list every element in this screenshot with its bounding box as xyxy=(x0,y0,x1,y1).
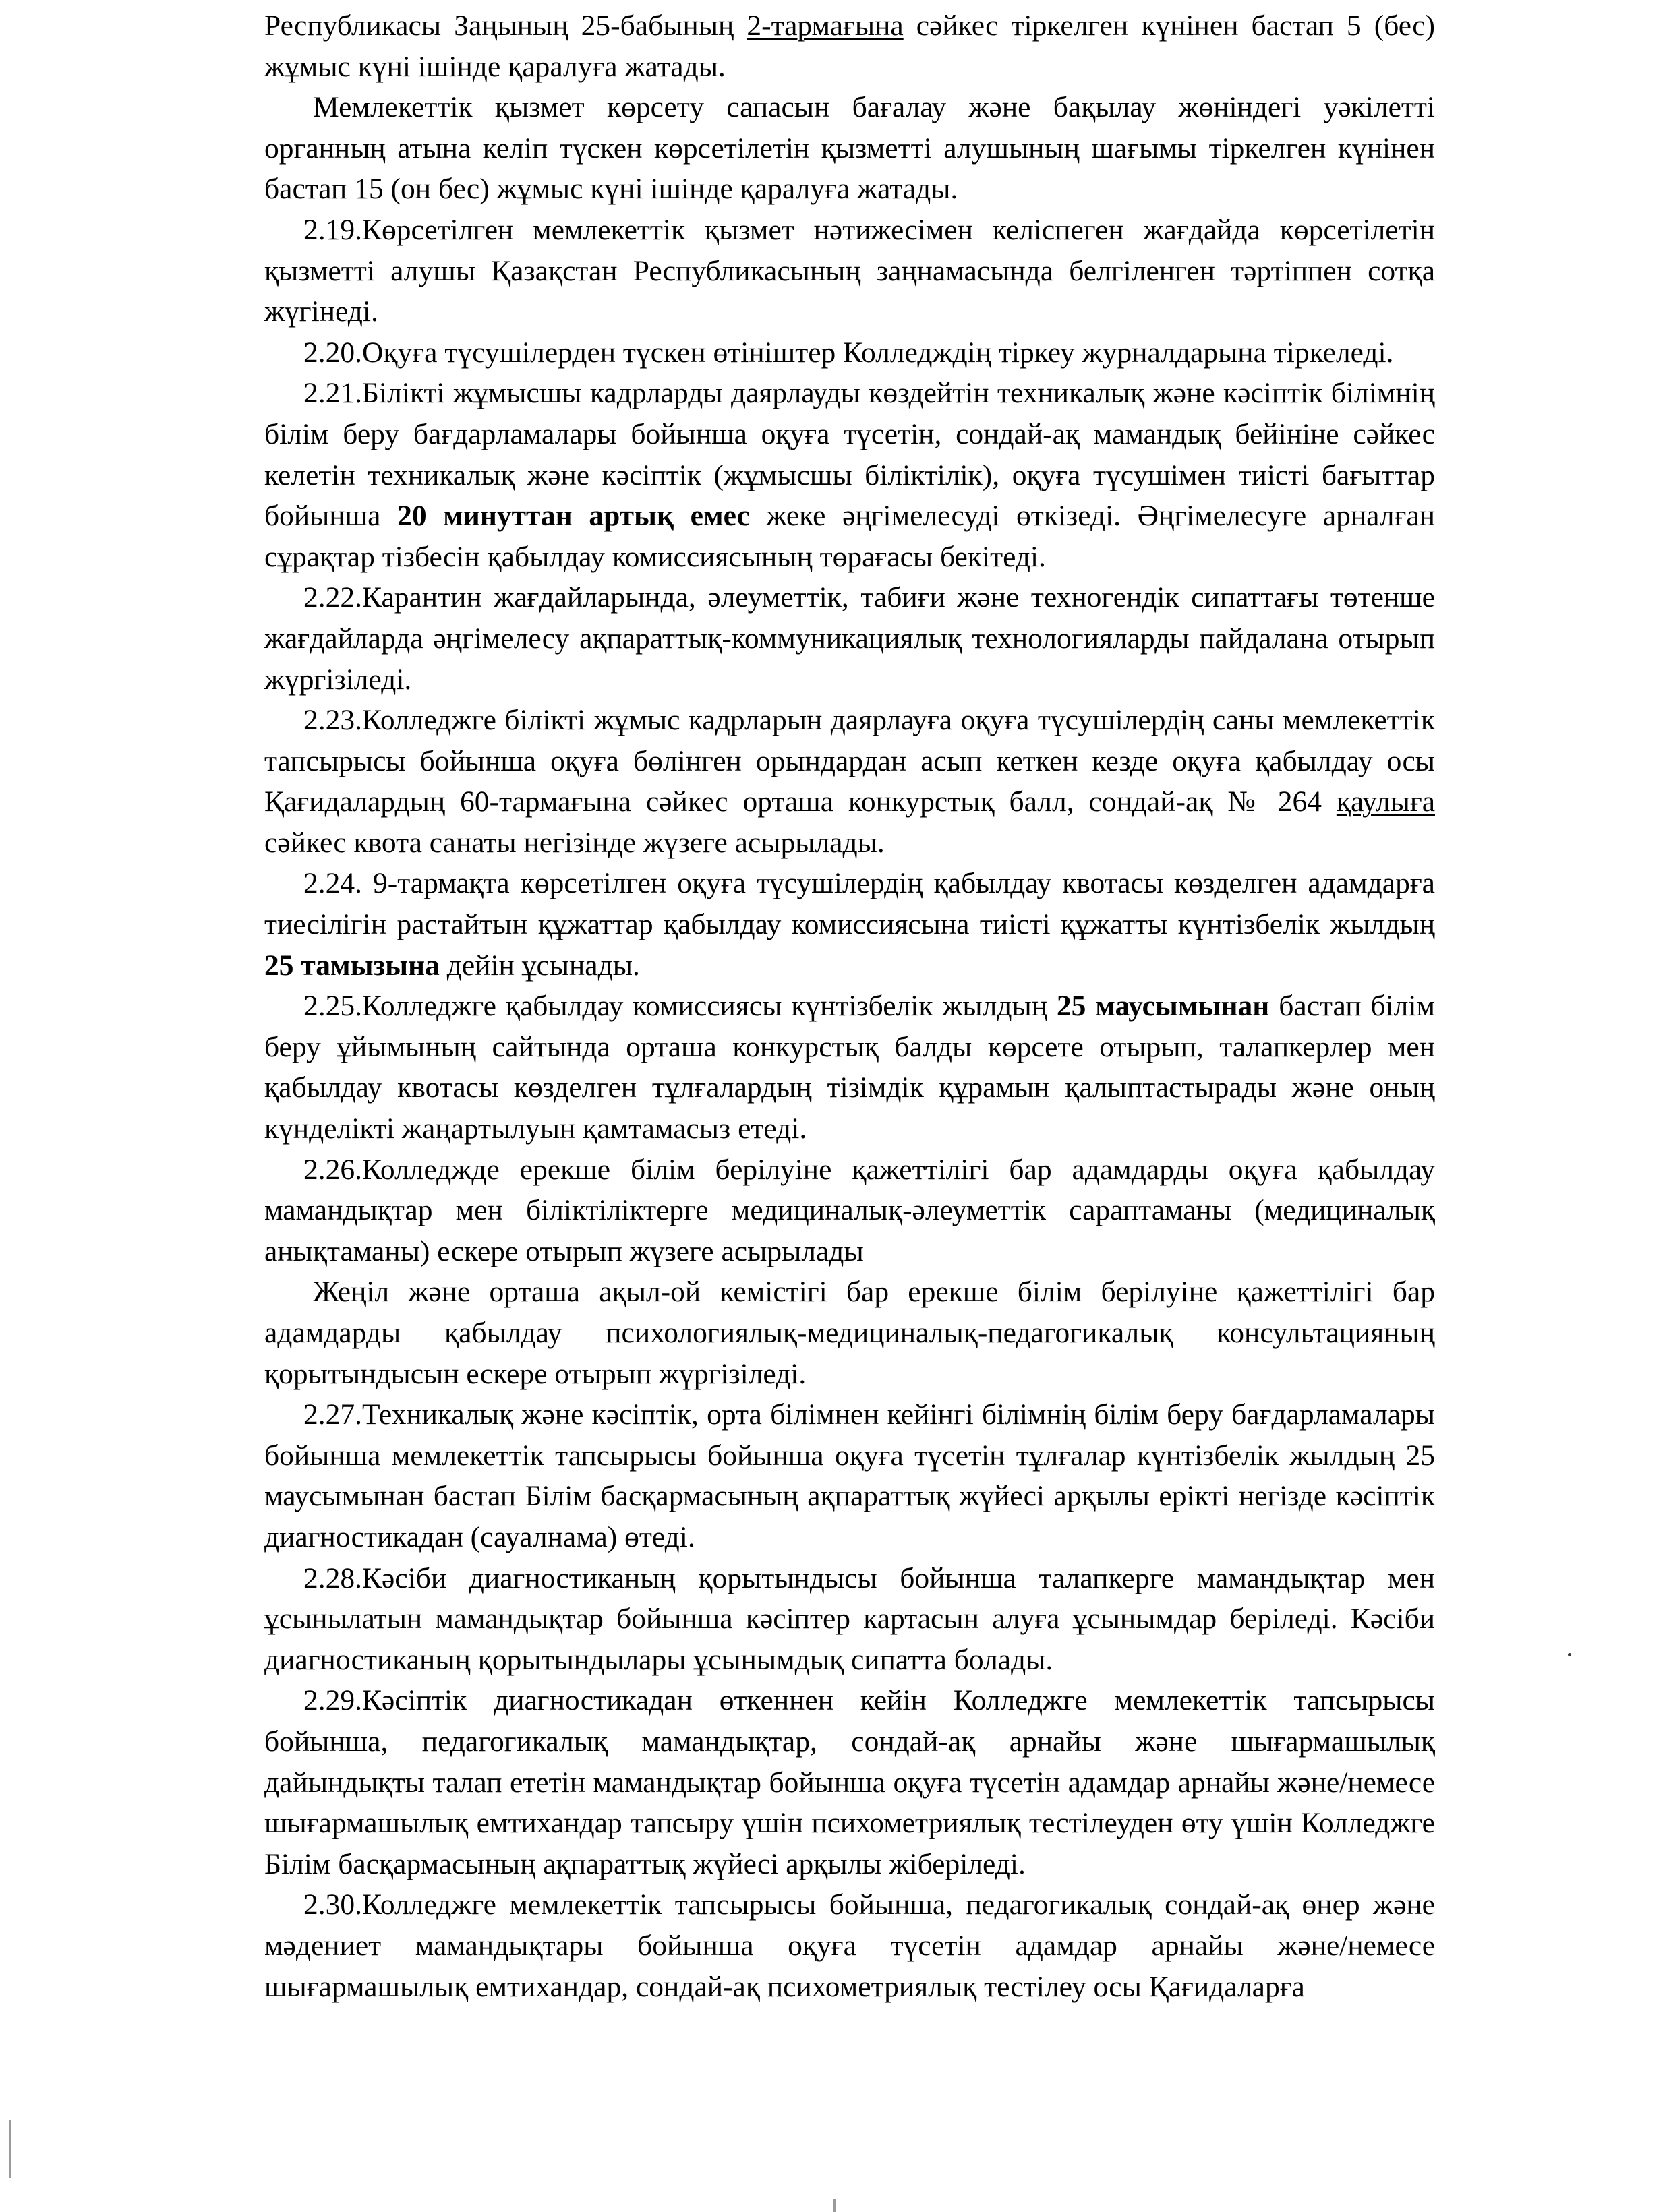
text-run: 2.24. 9-тармақта көрсетілген оқуға түсушілердің қабылдау квотасы көзделген адамдарға тиесілігін растайтын құжаттар қабылдау комиссиясына тиісті құжатты күнтізбелік жылдың xyxy=(264,867,1435,941)
paragraph xyxy=(264,986,1435,1149)
text-run: бастап білім беру ұйымының сайтында орташа конкурстық балды көрсете отырып, талапкерлер мен қабылдау квотасы көзделген тұлғалардың тізімдік құрамын қалыптастырады және оның күнделікті жаңартылуын қамтамасыз етеді. xyxy=(264,990,1435,1145)
paragraph xyxy=(264,87,1435,210)
paragraph xyxy=(264,863,1435,986)
underlined-text: қаулыға xyxy=(1336,785,1435,818)
text-run: 2.21.Білікті жұмысшы кадрларды даярлауды көздейтін техникалық және кәсіптік білімнің білім беру бағдарламалары бойынша оқуға түсетін, сондай-ақ мамандық бейініне сәйкес келетін техникалық және кәсіптік (жұмысшы біліктілік), оқуға түсушімен тиісті бағыттар бойынша xyxy=(264,377,1435,533)
paragraph xyxy=(264,5,1435,87)
paragraph xyxy=(264,1680,1435,1884)
paragraph xyxy=(264,1884,1435,2007)
text-run: 2.20.Оқуға түсушілерден түскен өтініштер Колледждің тіркеу журналдарына тіркеледі. xyxy=(303,336,1394,369)
underlined-text: 2-тармағына xyxy=(747,9,904,42)
paragraph xyxy=(264,1272,1435,1394)
scan-speck-right-margin xyxy=(1568,1653,1571,1656)
text-run: 2.25.Колледжге қабылдау комиссиясы күнтізбелік жылдың xyxy=(303,990,1057,1023)
paragraph xyxy=(264,1149,1435,1272)
text-run: 2.26.Колледжде ерекше білім берілуіне қажеттілігі бар адамдарды оқуға қабылдау мамандықтар мен біліктіліктерге медициналық-әлеуметтік сараптаманы (медициналық анықтаманы) ескере отырып жүзеге асырылады xyxy=(264,1153,1435,1267)
document-text-column xyxy=(264,5,1435,2007)
text-run: 2.29.Кәсіптік диагностикадан өткеннен кейін Колледжге мемлекеттік тапсырысы бойынша, педагогикалық мамандықтар, сондай-ақ арнайы және шығармашылық дайындықты талап ететін мамандықтар бойынша оқуға түсетін адамдар арнайы және/немесе шығармашылық емтихандар тапсыру үшін психометриялық тестілеуден өту үшін Колледжге Білім басқармасының ақпараттық жүйесі арқылы жіберіледі. xyxy=(264,1684,1435,1880)
paragraph xyxy=(264,373,1435,577)
scan-edge-mark-bottom xyxy=(834,2199,836,2212)
paragraph xyxy=(264,210,1435,332)
text-run: Мемлекеттік қызмет көрсету сапасын бағалау және бақылау жөніндегі уәкілетті органның атына келіп түскен көрсетілетін қызметті алушының шағымы тіркелген күнінен бастап 15 (он бес) жұмыс күні ішінде қаралуға жатады. xyxy=(264,91,1435,206)
text-run: 2.27.Техникалық және кәсіптік, орта білімнен кейінгі білімнің білім беру бағдарламалары бойынша мемлекеттік тапсырысы бойынша оқуға түсетін тұлғалар күнтізбелік жылдың 25 маусымынан бастап Білім басқармасының ақпараттық жүйесі арқылы ерікті негізде кәсіптік диагностикадан (сауалнама) өтеді. xyxy=(264,1398,1435,1553)
paragraph xyxy=(264,332,1435,373)
paragraph xyxy=(264,1394,1435,1557)
scan-edge-mark-left xyxy=(9,2120,11,2178)
text-run: 2.22.Карантин жағдайларында, әлеуметтік, табиғи және техногендік сипаттағы төтенше жағдайларда әңгімелесу ақпараттық-коммуникациялық технологияларды пайдалана отырып жүргізіледі. xyxy=(264,581,1435,696)
paragraph xyxy=(264,1558,1435,1681)
text-run: 2.30.Колледжге мемлекеттік тапсырысы бойынша, педагогикалық сондай-ақ өнер және мәдениет мамандықтары бойынша оқуға түсетін адамдар арнайы және/немесе шығармашылық емтихандар, сондай-ақ психометриялық тестілеу осы Қағидаларға xyxy=(264,1888,1435,2003)
text-run: дейін ұсынады. xyxy=(439,949,640,982)
text-run: 2.19.Көрсетілген мемлекеттік қызмет нәтижесімен келіспеген жағдайда көрсетілетін қызметті алушы Қазақстан Республикасының заңнамасында белгіленген тәртіппен сотқа жүгінеді. xyxy=(264,213,1435,328)
text-run: 2.23.Колледжге білікті жұмыс кадрларын даярлауға оқуға түсушілердің саны мемлекеттік тапсырысы бойынша оқуға бөлінген орындардан асып кеткен кезде оқуға қабылдау осы Қағидалардың 60-тармағына сәйкес орташа конкурстық балл, сондай-ақ № 264 xyxy=(264,704,1435,818)
text-run: Республикасы Заңының 25-бабының xyxy=(264,9,747,42)
text-run: жеке әңгімелесуді өткізеді. Әңгімелесуге арналған сұрақтар тізбесін қабылдау комиссиясының төрағасы бекітеді. xyxy=(264,500,1435,573)
text-run: 2.28.Кәсіби диагностиканың қорытындысы бойынша талапкерге мамандықтар мен ұсынылатын мамандықтар бойынша кәсіптер картасын алуға ұсынымдар беріледі. Кәсіби диагностиканың қорытындылары ұсынымдық сипатта болады. xyxy=(264,1561,1435,1676)
paragraph xyxy=(264,700,1435,863)
bold-text: 20 минуттан артық емес xyxy=(397,500,750,533)
paragraph xyxy=(264,577,1435,700)
text-run: сәйкес тіркелген күнінен бастап 5 (бес) жұмыс күні ішінде қаралуға жатады. xyxy=(264,9,1435,83)
text-run: сәйкес квота санаты негізінде жүзеге асырылады. xyxy=(264,826,885,859)
bold-text: 25 тамызына xyxy=(264,949,440,982)
text-run: Жеңіл және орташа ақыл-ой кемістігі бар ерекше білім берілуіне қажеттілігі бар адамдарды қабылдау психологиялық-медициналық-педагогикалық консультацияның қорытындысын ескере отырып жүргізіледі. xyxy=(264,1276,1435,1390)
bold-text: 25 маусымынан xyxy=(1056,990,1270,1023)
